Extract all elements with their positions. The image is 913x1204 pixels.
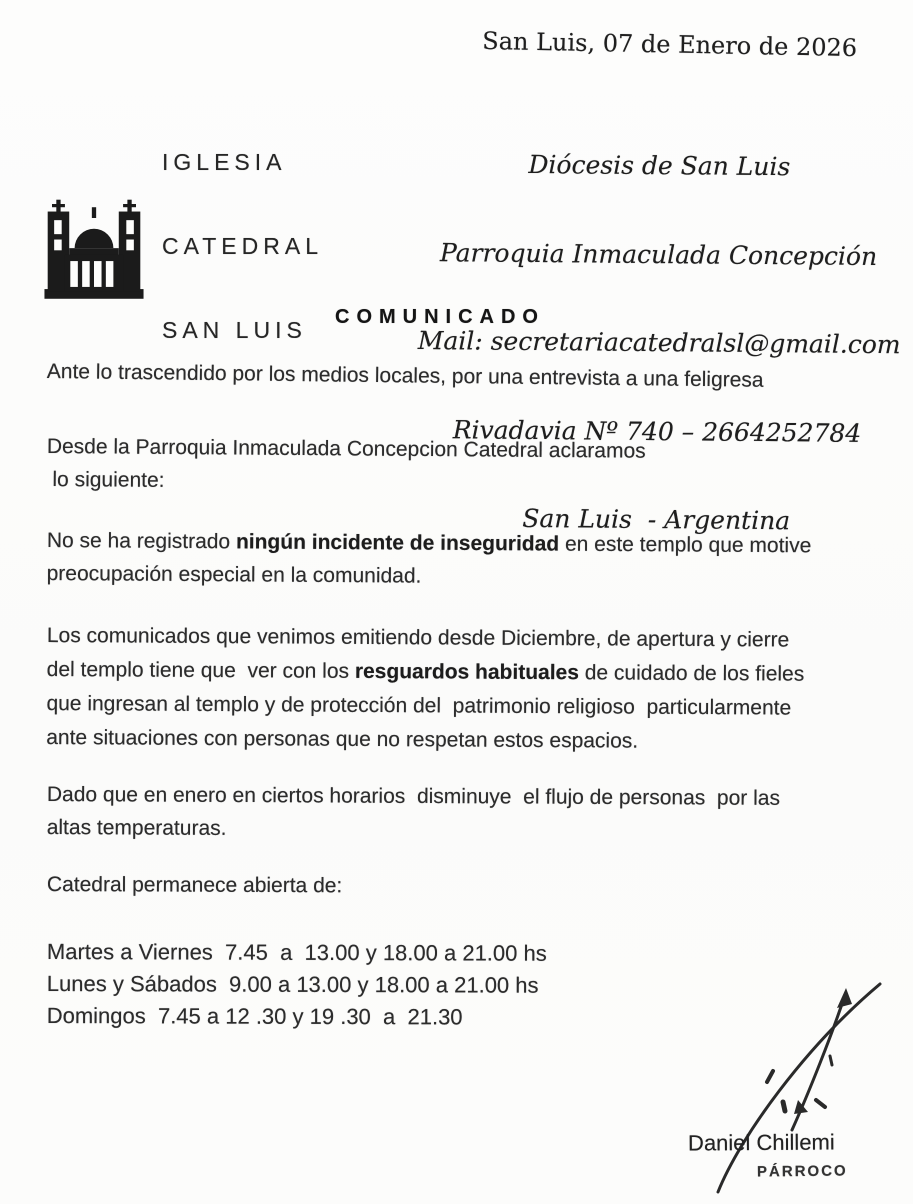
paragraph-resguardos: Los comunicados que venimos emitiendo desde Diciembre, de apertura y cierre del templo tiene que ver con los resguardos habituales de cuidado de los fieles que ingresan al templo y de protección del patrimonio religioso particularmente ante situaciones con personas que no respetan estos espacios. <box>46 623 805 753</box>
logo-wordmark-line1: IGLESIA <box>162 149 287 175</box>
letterhead-diocese: Diócesis de San Luis <box>528 149 791 182</box>
paragraph-enero: Dado que en enero en ciertos horarios disminuye el flujo de personas por las altas temperaturas. <box>46 782 781 840</box>
signature-name: Daniel Chillemi <box>687 1129 835 1156</box>
schedule-sunday: Domingos 7.45 a 12 .30 y 19 .30 a 21.30 <box>46 1002 463 1030</box>
schedule-list <box>47 936 547 1034</box>
schedule-monday-saturday: Lunes y Sábados 9.00 a 13.00 y 18.00 a 21.00 hs <box>46 970 539 998</box>
schedule-tuesday-friday: Martes a Viernes 7.45 a 13.00 y 18.00 a 21.00 hs <box>46 939 547 966</box>
paragraph-no-incident: No se ha registrado ningún incidente de inseguridad en este templo que motive preocupación especial en la comunidad. <box>46 528 812 588</box>
signature-role: PÁRROCO <box>756 1162 848 1181</box>
cathedral-icon <box>40 190 148 302</box>
paragraph-intro-line: Ante lo trascendido por los medios locales, por una entrevista a una feligresa <box>46 360 764 392</box>
letterhead-address-phone: Rivadavia Nº 740 – 2664252784 <box>452 414 862 448</box>
bold-ningun-incidente: ningún incidente de inseguridad <box>235 530 560 556</box>
letterhead-city-country: San Luis - Argentina <box>522 503 791 536</box>
date-line: San Luis, 07 de Enero de 2026 <box>482 26 858 63</box>
letterhead-email: Mail: secretariacatedralsl@gmail.com <box>417 325 901 360</box>
letterhead-parish: Parroquia Inmaculada Concepción <box>439 237 878 271</box>
logo-wordmark-line2: CATEDRAL <box>162 233 323 259</box>
paragraph-clarification: Desde la Parroquia Inmaculada Concepcion Catedral aclaramos lo siguiente: <box>46 434 646 492</box>
bold-resguardos-habituales: resguardos habituales <box>354 659 580 685</box>
logo-wordmark <box>162 92 323 400</box>
document-title: COMUNICADO <box>335 306 545 328</box>
logo-wordmark-line3: SAN LUIS <box>162 317 307 343</box>
letterhead-block <box>416 90 900 596</box>
cathedral-logo <box>40 92 323 400</box>
paragraph-horario-intro: Catedral permanece abierta de: <box>46 873 343 898</box>
